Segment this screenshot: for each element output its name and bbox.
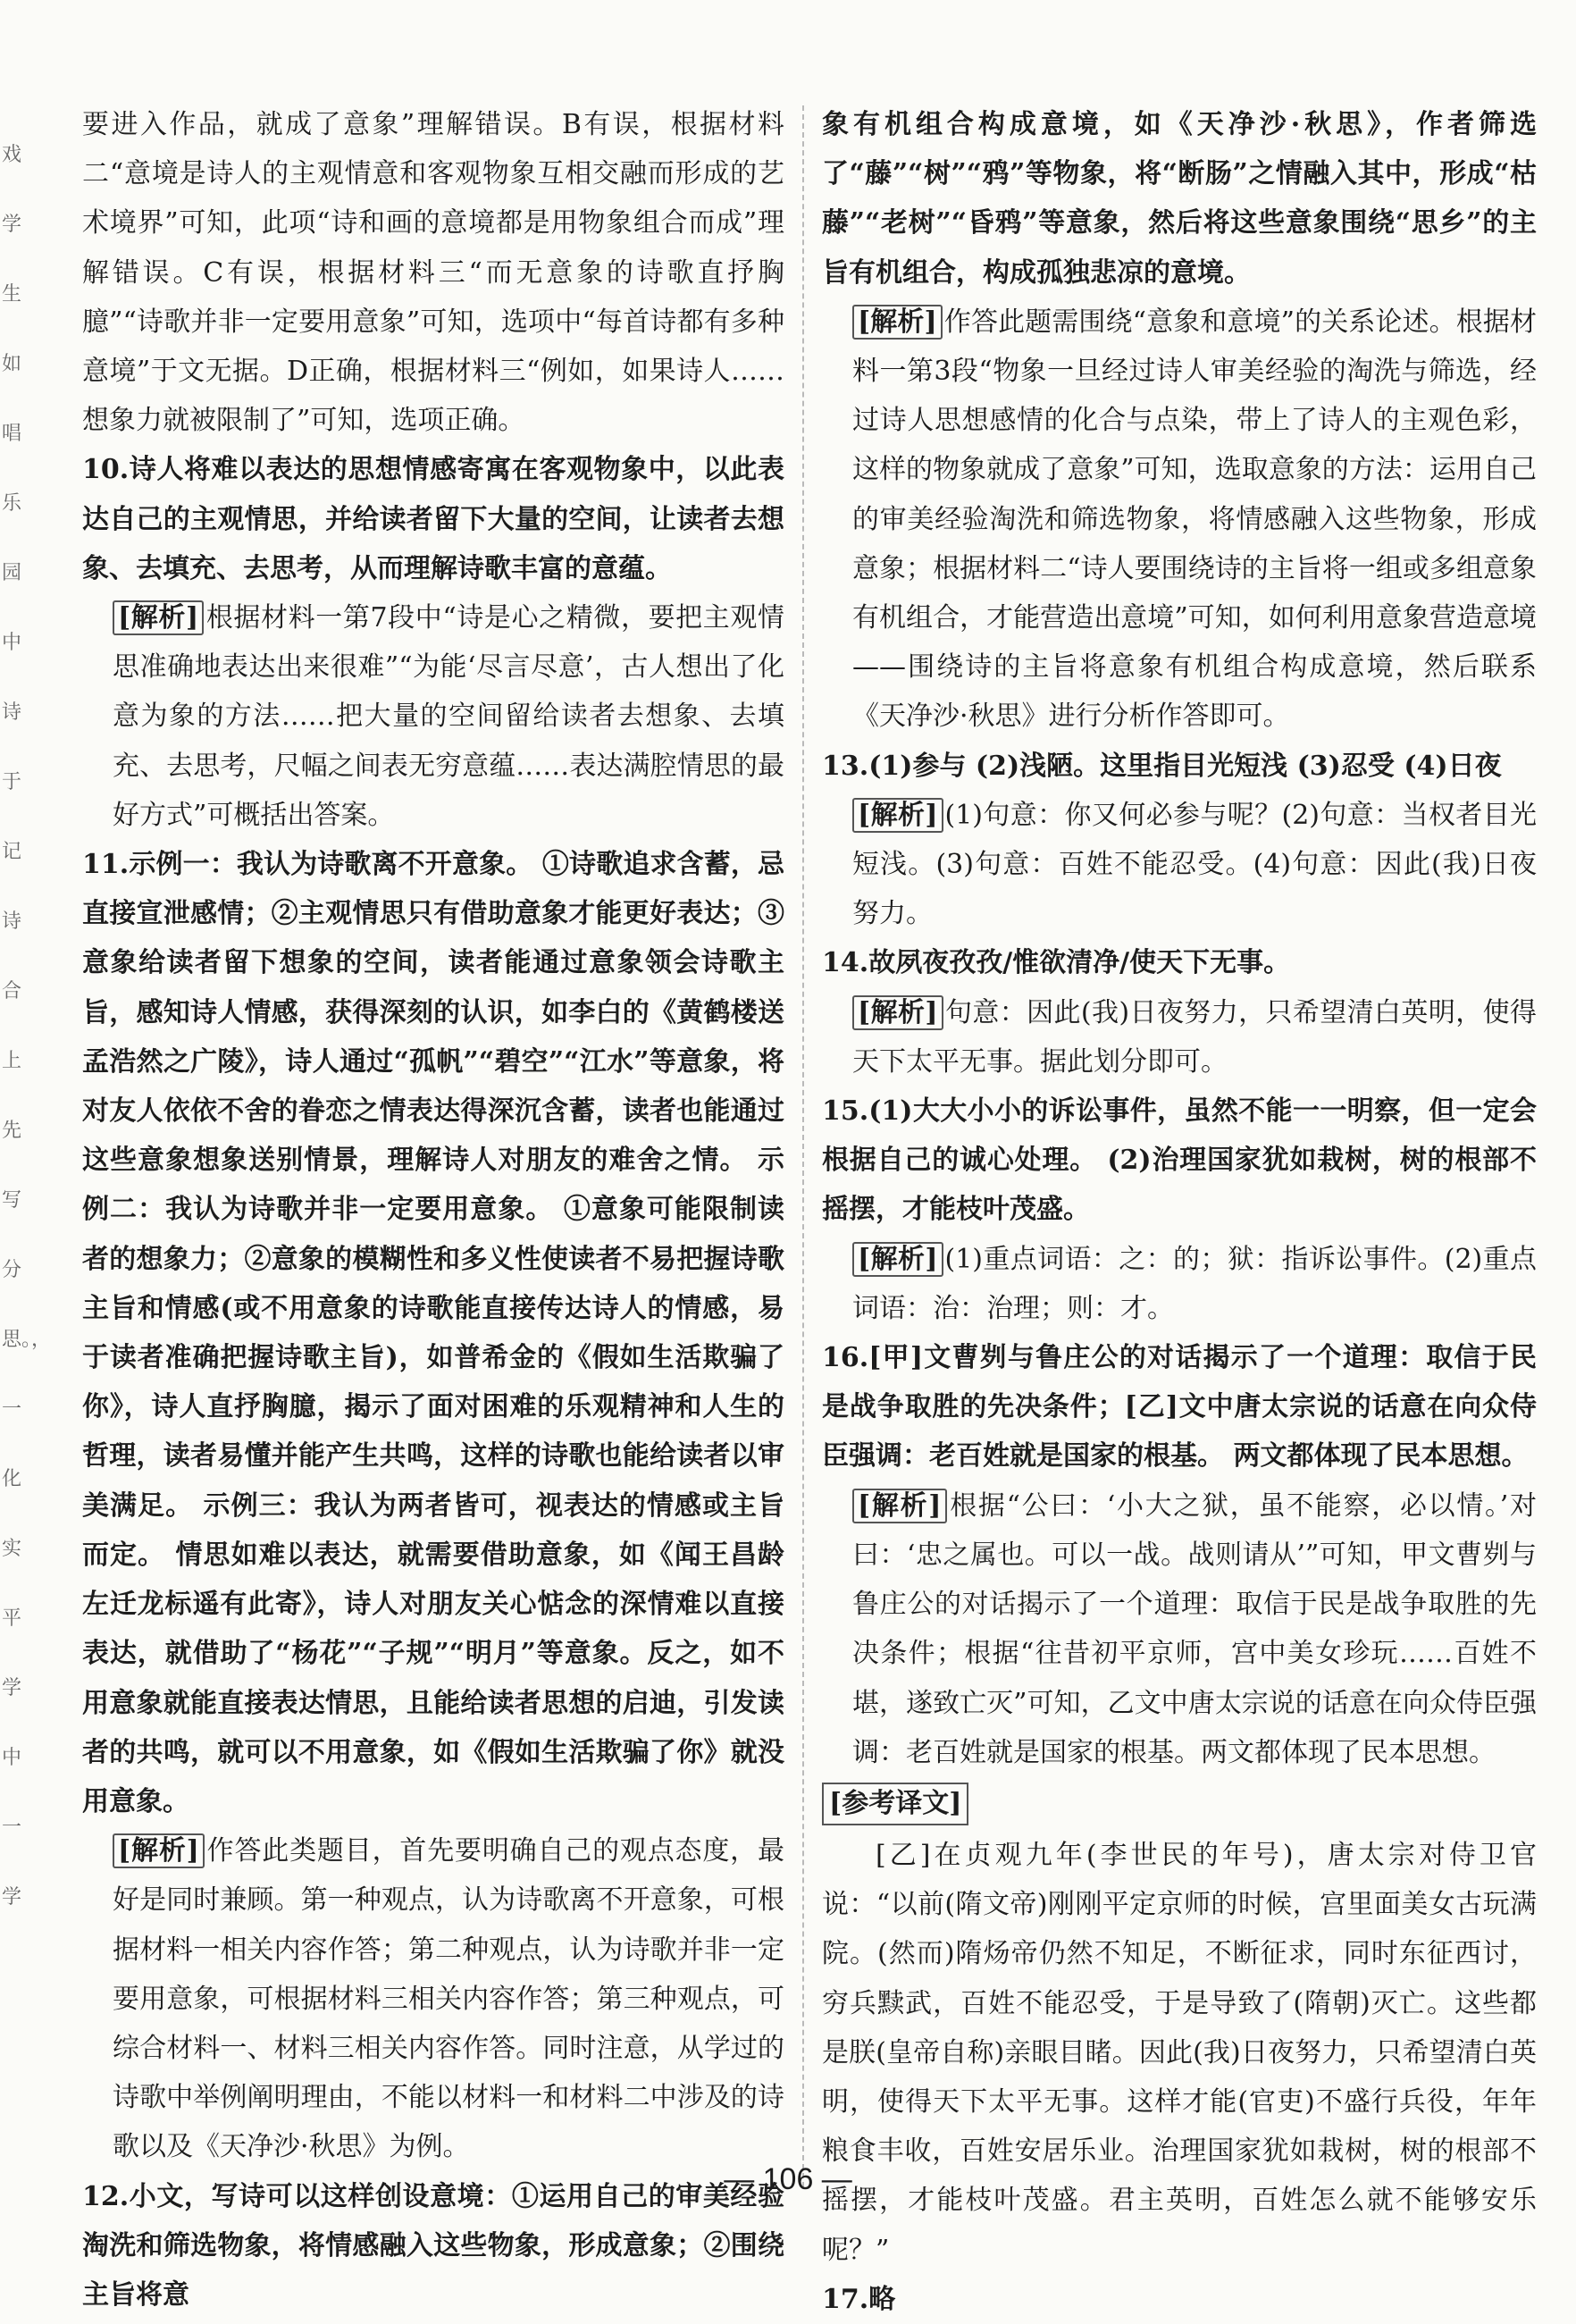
analysis-tag: [解析] <box>852 1489 947 1523</box>
q12-answer-continuation: 象有机组合构成意境，如《天净沙·秋思》，作者筛选了“藤”“树”“鸦”等物象，将“断肠”之情融入其中，形成“枯藤”“老树”“昏鸦”等意象，然后将这些意象围绕“思乡”的主旨有机组合，构成孤独悲凉的意境。 <box>822 109 1537 289</box>
q15-analysis-text: (1)重点词语：之：的；狱：指诉讼事件。(2)重点词语：治：治理；则：才。 <box>852 1243 1537 1324</box>
q9-analysis-continuation: 要进入作品，就成了意象”理解错误。B有误，根据材料二“意境是诗人的主观情意和客观物象互相交融而形成的艺术境界”可知，此项“诗和画的意境都是用物象组合而成”理解错误。C有误，根据材料三“而无意象的诗歌直抒胸臆”“诗歌并非一定要用意象”可知，选项中“每首诗都有多种意境”于文无据。D正确，根据材料三“例如，如果诗人……想象力就被限制了”可知，选项正确。 <box>82 109 784 437</box>
analysis-tag: [解析] <box>113 600 204 635</box>
q16-answer: 16.[甲]文曹刿与鲁庄公的对话揭示了一个道理：取信于民是战争取胜的先决条件；[乙]文中唐太宗说的话意在向众侍臣强调：老百姓就是国家的根基。 两文都体现了民本思想。 <box>822 1342 1537 1472</box>
analysis-tag: [解析] <box>113 1833 205 1868</box>
q11-analysis-text: 作答此类题目，首先要明确自己的观点态度，最好是同时兼顾。第一种观点，认为诗歌离不开意象，可根据材料一相关内容作答；第二种观点，认为诗歌并非一定要用意象，可根据材料三相关内容作答；第三种观点，可综合材料一、材料三相关内容作答。同时注意，从学过的诗歌中举例阐明理由，不能以材料一和材料二中涉及的诗歌以及《天净沙·秋思》为例。 <box>113 1835 785 2163</box>
q12-analysis <box>822 298 1537 742</box>
analysis-tag: [解析] <box>852 995 943 1030</box>
q16-analysis <box>822 1481 1537 1777</box>
q11-answer: 11.示例一：我认为诗歌离不开意象。 ①诗歌追求含蓄，忌直接宣泄感情；②主观情思只有借助意象才能更好表达；③意象给读者留下想象的空间，读者能通过意象领会诗歌主旨，感知诗人情感，获得深刻的认识，如李白的《黄鹤楼送孟浩然之广陵》，诗人通过“孤帆”“碧空”“江水”等意象，将对友人依依不舍的眷恋之情表达得深沉含蓄，读者也能通过这些意象想象送别情景，理解诗人对朋友的难舍之情。 示例二：我认为诗歌并非一定要用意象。 ①意象可能限制读者的想象力；②意象的模糊性和多义性使读者不易把握诗歌主旨和情感(或不用意象的诗歌能直接传达诗人的情感，易于读者准确把握诗歌主旨)，如普希金的《假如生活欺骗了你》，诗人直抒胸臆，揭示了面对困难的乐观精神和人生的哲理，读者易懂并能产生共鸣，这样的诗歌也能给读者以审美满足。 示例三：我认为两者皆可，视表达的情感或主旨而定。 情思如难以表达，就需要借助意象，如《闻王昌龄左迁龙标遥有此寄》，诗人对朋友关心惦念的深情难以直接表达，就借助了“杨花”“子规”“明月”等意象。反之，如不用意象就能直接表达情思，且能给读者思想的启迪，引发读者的共鸣，就可以不用意象，如《假如生活欺骗了你》就没用意象。 <box>82 849 784 1817</box>
q10-analysis-text: 根据材料一第7段中“诗是心之精微，要把主观情思准确地表达出来很难”“为能‘尽言尽意’，古人想出了化意为象的方法……把大量的空间留给读者去想象、去填充、去思考，尺幅之间表无穷意蕴……表达满腔情思的最好方式”可概括出答案。 <box>113 602 784 831</box>
q10-answer: 10.诗人将难以表达的思想情感寄寓在客观物象中，以此表达自己的主观情思，并给读者留下大量的空间，让读者去想象、去填充、去思考，从而理解诗歌丰富的意蕴。 <box>82 454 784 584</box>
q14-answer: 14.故夙夜孜孜/惟欲清净/使天下无事。 <box>822 947 1291 979</box>
q11-analysis <box>82 1826 784 2171</box>
analysis-tag: [解析] <box>852 305 943 340</box>
q10-analysis <box>82 593 784 840</box>
left-column <box>82 100 784 2320</box>
page-number: — 106 — <box>724 2162 852 2196</box>
q12-analysis-text: 作答此题需围绕“意象和意境”的关系论述。根据材料一第3段“物象一旦经过诗人审美经验的淘洗与筛选，经过诗人思想感情的化合与点染，带上了诗人的主观色彩，这样的物象就成了意象”可知，选取意象的方法：运用自己的审美经验淘洗和筛选物象，将情感融入这些物象，形成意象；根据材料二“诗人要围绕诗的主旨将一组或多组意象有机组合，才能营造出意境”可知，如何利用意象营造意境——围绕诗的主旨将意象有机组合构成意境，然后联系《天净沙·秋思》进行分析作答即可。 <box>852 306 1537 733</box>
q16-analysis-text: 根据“公曰：‘小大之狱，虽不能察，必以情。’对曰：‘忠之属也。可以一战。战则请从’”可知，甲文曹刿与鲁庄公的对话揭示了一个道理：取信于民是战争取胜的先决条件；根据“往昔初平京师，宫中美女珍玩……百姓不堪，遂致亡灭”可知，乙文中唐太宗说的话意在向众侍臣强调：老百姓就是国家的根基。两文都体现了民本思想。 <box>852 1489 1537 1768</box>
q15-analysis <box>822 1235 1537 1333</box>
bleed-through-margin-text: 戏学生如唱乐园中诗于记诗合上先写分思。，一化实平学中一学 <box>2 144 52 1909</box>
column-divider <box>802 105 804 2187</box>
q14-analysis <box>822 988 1537 1086</box>
q13-analysis <box>822 791 1537 939</box>
analysis-tag: [解析] <box>852 798 943 833</box>
q13-analysis-text: (1)句意：你又何必参与呢？(2)句意：当权者目光短浅。(3)句意：百姓不能忍受。(4)句意：因此(我)日夜努力。 <box>852 799 1537 930</box>
q12-answer: 12.小文，写诗可以这样创设意境：①运用自己的审美经验淘洗和筛选物象，将情感融入这些物象，形成意象；②围绕主旨将意 <box>82 2180 784 2311</box>
right-column <box>822 100 1537 2324</box>
q14-analysis-text: 句意：因此(我)日夜努力，只希望清白英明，使得天下太平无事。据此划分即可。 <box>852 996 1537 1078</box>
reference-translation: [乙]在贞观九年(李世民的年号)，唐太宗对侍卫官说：“以前(隋文帝)刚刚平定京师的时候，宫里面美女古玩满院。(然而)隋炀帝仍然不知足，不断征求，同时东征西讨，穷兵黩武，百姓不能忍受，于是导致了(隋朝)灭亡。这些都是朕(皇帝自称)亲眼目睹。因此(我)日夜努力，只希望清白英明，使得天下太平无事。这样才能(官吏)不盛行兵役，年年粮食丰收，百姓安居乐业。治理国家犹如栽树，树的根部不摇摆，才能枝叶茂盛。君主英明，百姓怎么就不能够安乐呢？” <box>822 1839 1537 2266</box>
analysis-tag: [解析] <box>852 1242 943 1277</box>
q13-answer: 13.(1)参与 (2)浅陋。这里指目光短浅 (3)忍受 (4)日夜 <box>822 750 1502 782</box>
q17-answer: 17.略 <box>822 2283 896 2315</box>
q15-answer: 15.(1)大大小小的诉讼事件，虽然不能一一明察，但一定会根据自己的诚心处理。 (2)治理国家犹如栽树，树的根部不摇摆，才能枝叶茂盛。 <box>822 1095 1537 1226</box>
reference-translation-heading: [参考译文] <box>822 1783 968 1825</box>
